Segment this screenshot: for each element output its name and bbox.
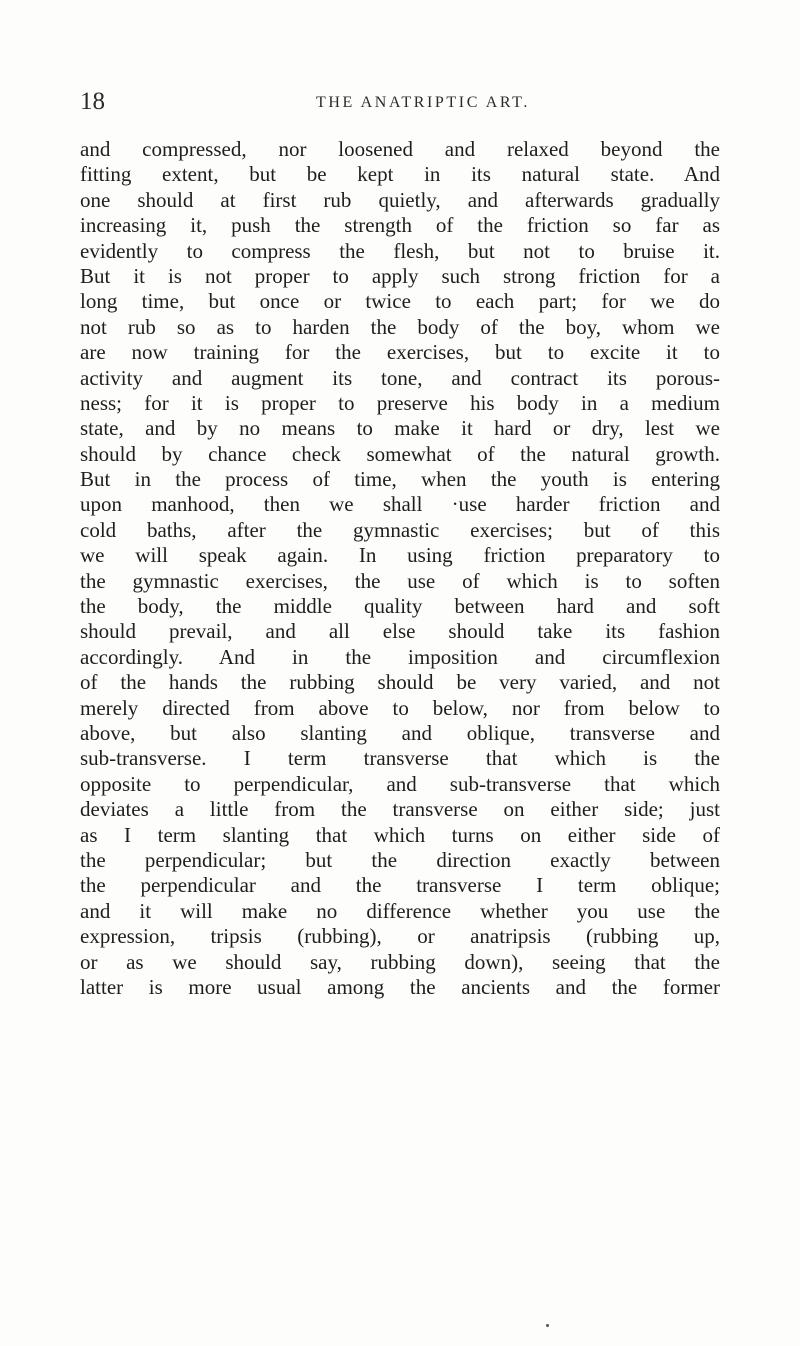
- text-line: activity and augment its tone, and contract its porous-: [80, 365, 720, 390]
- text-line: should prevail, and all else should take its fashion: [80, 619, 720, 644]
- running-title: THE ANATRIPTIC ART.: [316, 94, 530, 111]
- text-line: not rub so as to harden the body of the boy, whom we: [80, 314, 720, 339]
- text-line: cold baths, after the gymnastic exercises; but of this: [80, 517, 720, 542]
- page-number: 18: [80, 88, 105, 115]
- text-line: increasing it, push the strength of the friction so far as: [80, 213, 720, 238]
- text-line: But it is not proper to apply such strong friction for a: [80, 263, 720, 288]
- text-line: But in the process of time, when the youth is entering: [80, 467, 720, 492]
- text-line: should by chance check somewhat of the natural growth.: [80, 441, 720, 466]
- text-line: state, and by no means to make it hard or dry, lest we: [80, 416, 720, 441]
- print-speck: [546, 1324, 549, 1327]
- text-line: merely directed from above to below, nor from below to: [80, 695, 720, 720]
- text-line: as I term slanting that which turns on either side of: [80, 822, 720, 847]
- text-line: ness; for it is proper to preserve his body in a medium: [80, 390, 720, 415]
- text-line: the gymnastic exercises, the use of which is to soften: [80, 568, 720, 593]
- text-line: evidently to compress the flesh, but not to bruise it.: [80, 238, 720, 263]
- text-line: opposite to perpendicular, and sub-transverse that which: [80, 771, 720, 796]
- text-line: one should at first rub quietly, and afterwards gradually: [80, 187, 720, 212]
- text-line: upon manhood, then we shall ·use harder friction and: [80, 492, 720, 517]
- text-line: sub-transverse. I term transverse that which is the: [80, 746, 720, 771]
- body-text: [80, 137, 720, 1000]
- text-line: expression, tripsis (rubbing), or anatripsis (rubbing up,: [80, 924, 720, 949]
- text-line: and it will make no difference whether you use the: [80, 898, 720, 923]
- text-line: long time, but once or twice to each part; for we do: [80, 289, 720, 314]
- text-line: are now training for the exercises, but to excite it to: [80, 340, 720, 365]
- text-line: of the hands the rubbing should be very varied, and not: [80, 670, 720, 695]
- text-line: accordingly. And in the imposition and circumflexion: [80, 644, 720, 669]
- text-line: the perpendicular and the transverse I term oblique;: [80, 873, 720, 898]
- text-line: the perpendicular; but the direction exactly between: [80, 847, 720, 872]
- text-line: above, but also slanting and oblique, transverse and: [80, 720, 720, 745]
- text-line: latter is more usual among the ancients and the former: [80, 974, 720, 999]
- text-line: the body, the middle quality between hard and soft: [80, 594, 720, 619]
- text-line: or as we should say, rubbing down), seeing that the: [80, 949, 720, 974]
- text-line: we will speak again. In using friction preparatory to: [80, 543, 720, 568]
- text-line: fitting extent, but be kept in its natural state. And: [80, 162, 720, 187]
- text-line: and compressed, nor loosened and relaxed beyond the: [80, 137, 720, 161]
- running-head: [80, 88, 720, 116]
- text-line: deviates a little from the transverse on either side; just: [80, 797, 720, 822]
